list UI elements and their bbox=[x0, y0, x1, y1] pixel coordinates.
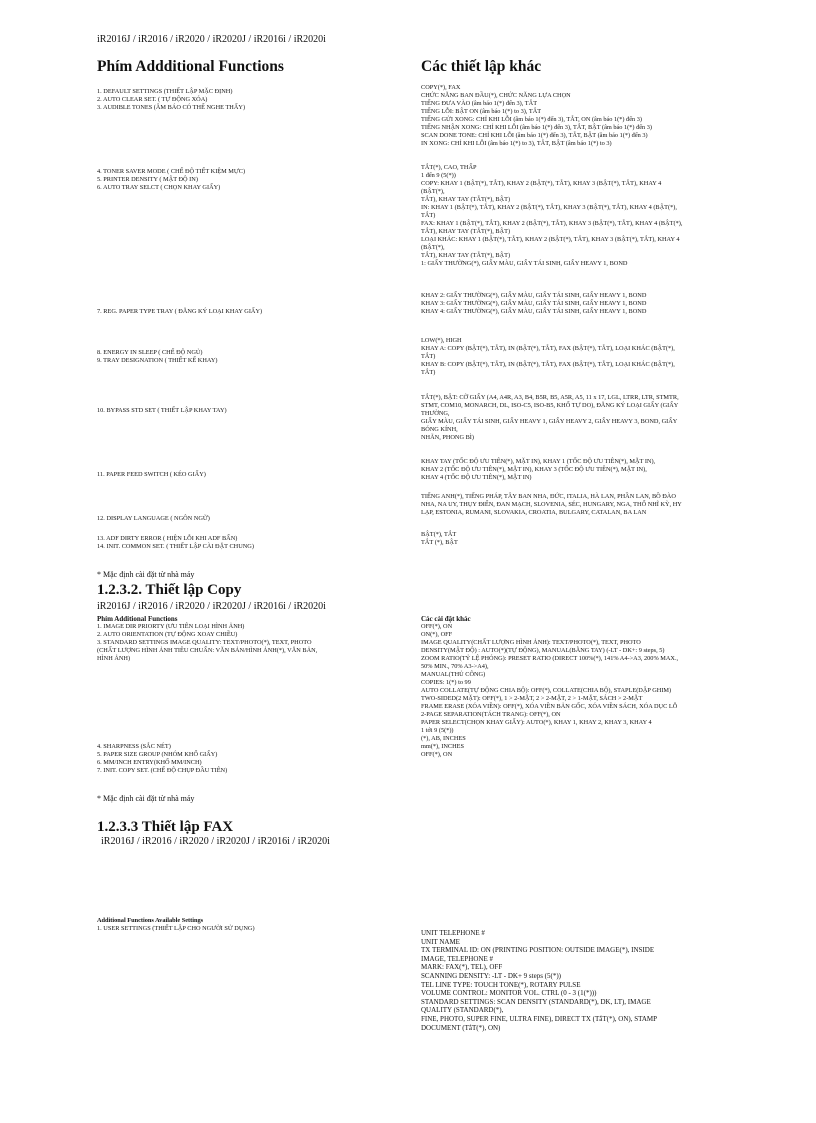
line-item: TIẾNG LỖI: BẬT ON (âm báo 1(*) to 3), TẮT bbox=[421, 108, 542, 115]
line-item: TẮT(*), BẬT: CỠ GIẤY (A4, A4R, A3, B4, B5R, B5, A5R, A5, 11 x 17, LGL, LTRR, LTR, STMTR, bbox=[421, 394, 679, 401]
line-item: NHA, NA UY, THỤY ĐIỂN, ĐAN MẠCH, SLOVENIA, SÉC, HUNGARY, NGA, THỔ NHĨ KỲ, HY bbox=[421, 501, 682, 508]
line-item: IN XONG: CHỈ KHI LỖI (âm báo 1(*) to 3), TẮT, BẬT (âm báo 1(*) to 3) bbox=[421, 140, 612, 147]
section1-group-right bbox=[421, 531, 458, 547]
line-item: HÌNH ẢNH) bbox=[97, 655, 131, 662]
line-item: TẮT), KHAY TAY (TẮT(*), BẬT) bbox=[421, 252, 511, 259]
section1-left-title: Phím Addditional Functions bbox=[97, 58, 284, 75]
section1-footnote: * Mặc định cài đặt từ nhà máy bbox=[97, 570, 195, 579]
line-item: KHAY 2: GIẤY THƯỜNG(*), GIẤY MÀU, GIẤY TÁI SINH, GIẤY HEAVY 1, BOND bbox=[421, 292, 647, 299]
line-item: 7. REG. PAPER TYPE TRAY ( ĐĂNG KÝ LOẠI KHAY GIẤY) bbox=[97, 308, 263, 315]
line-item: DENSITY(MẬT ĐỘ) : AUTO(*)(TỰ ĐỘNG), MANUAL(BẰNG TAY) (-LT - DK+: 9 steps, 5) bbox=[421, 647, 665, 654]
line-item: ZOOM RATIO(TỶ LỆ PHÓNG): PRESET RATIO (DIRECT 100%(*), 141% A4->A3, 200% MAX., bbox=[421, 655, 679, 662]
line-item: KHAY 3: GIẤY THƯỜNG(*), GIẤY MÀU, GIẤY TÁI SINH, GIẤY HEAVY 1, BOND bbox=[421, 300, 647, 307]
line-item: 1. IMAGE DIR PRIORTY (ƯU TIÊN LOẠI HÌNH ẢNH) bbox=[97, 623, 245, 630]
line-item: TIẾNG GỬI XONG: CHỈ KHI LỖI (âm báo 1(*) đến 3), TẮT, ON (âm báo 1(*) đến 3) bbox=[421, 116, 642, 123]
section3-right-list bbox=[421, 929, 657, 1032]
line-item: IMAGE QUALITY(CHẤT LƯỢNG HÌNH ẢNH): TEXT/PHOTO(*), TEXT, PHOTO bbox=[421, 639, 641, 646]
line-item: OFF(*), ON bbox=[421, 751, 453, 758]
line-item: QUALITY (STANDARD(*), bbox=[421, 1006, 504, 1015]
line-item: LOẠI KHÁC: KHAY 1 (BẬT(*), TẮT), KHAY 2 (BẬT(*), TẮT), KHAY 3 (BẬT(*), TẮT), KHAY 4 bbox=[421, 236, 680, 243]
line-item: KHAY B: COPY (BẬT(*), TẮT), IN (BẬT(*), TẮT), FAX (BẬT(*), TẮT), LOẠI KHÁC (BẬT(*), bbox=[421, 361, 675, 368]
section1-group-left bbox=[97, 471, 206, 479]
line-item: TEL LINE TYPE: TOUCH TONE(*), ROTARY PULSE bbox=[421, 980, 581, 989]
line-item: (*), AB, INCHES bbox=[421, 735, 466, 742]
line-item: 1 tới 9 (5(*)) bbox=[421, 727, 454, 734]
line-item: PAPER SELECT(CHỌN KHAY GIẤY): AUTO(*), KHAY 1, KHAY 2, KHAY 3, KHAY 4 bbox=[421, 719, 652, 726]
section1-group-right bbox=[421, 292, 646, 316]
line-item: TIẾNG NHẬN XONG: CHỈ KHI LỖI (âm báo 1(*) đến 3), TẮT, BẬT (âm báo 1(*) đến 3) bbox=[421, 124, 653, 131]
line-item: 1 đến 9 (5(*)) bbox=[421, 172, 456, 179]
line-item: COPY: KHAY 1 (BẬT(*), TẮT), KHAY 2 (BẬT(*), TẮT), KHAY 3 (BẬT(*), TẮT), KHAY 4 bbox=[421, 180, 662, 187]
line-item: UNIT TELEPHONE # bbox=[421, 929, 485, 937]
line-item: 1. DEFAULT SETTINGS (THIẾT LẬP MẶC ĐỊNH) bbox=[97, 88, 233, 95]
section1-group-right bbox=[421, 458, 655, 482]
line-item: 10. BYPASS STD SET ( THIẾT LẬP KHAY TAY) bbox=[97, 407, 227, 414]
line-item: FAX: KHAY 1 (BẬT(*), TẮT), KHAY 2 (BẬT(*), TẮT), KHAY 3 (BẬT(*), TẮT), KHAY 4 (BẬT(*), bbox=[421, 220, 683, 227]
line-item: KHAY 4 (TỐC ĐỘ ƯU TIÊN(*), MẶT IN) bbox=[421, 474, 532, 481]
line-item: (BẬT(*), bbox=[421, 244, 445, 251]
line-item: THƯỜNG, bbox=[421, 410, 450, 417]
line-item: 3. STANDARD SETTINGS IMAGE QUALITY: TEXT/PHOTO(*), TEXT, PHOTO bbox=[97, 639, 312, 646]
line-item: 12. DISPLAY LANGUAGE ( NGÔN NGỮ) bbox=[97, 515, 210, 522]
line-item: STANDARD SETTINGS: SCAN DENSITY (STANDARD(*), DK, LT), IMAGE bbox=[421, 997, 651, 1006]
line-item: TẮT), KHAY TAY (TẮT(*), BẬT) bbox=[421, 228, 511, 235]
line-item: 4. SHARPNESS (SẮC NÉT) bbox=[97, 743, 171, 750]
line-item: FRAME ERASE (XÓA VIỀN): OFF(*), XÓA VIỀN BẢN GỐC, XÓA VIỀN SÁCH, XÓA DỤC LỖ bbox=[421, 703, 678, 710]
line-item: COPIES: 1(*) to 99 bbox=[421, 679, 471, 686]
line-item: COPY(*), FAX bbox=[421, 84, 461, 91]
line-item: 13. ADF DIRTY ERROR ( HIỆN LỖI KHI ADF BẨN) bbox=[97, 535, 238, 542]
line-item: AUTO COLLATE(TỰ ĐỘNG CHIA BỘ): OFF(*), COLLATE(CHIA BỘ), STAPLE(DẬP GHIM) bbox=[421, 687, 672, 694]
line-item: 2. AUTO ORIENTATION (TỰ ĐỘNG XOAY CHIỀU) bbox=[97, 631, 238, 638]
line-item: KHAY TAY (TỐC ĐỘ ƯU TIÊN(*), MẶT IN), KHAY 1 (TỐC ĐỘ ƯU TIÊN(*), MẶT IN), bbox=[421, 458, 656, 465]
line-item: (CHẤT LƯỢNG HÌNH ẢNH TIÊU CHUẨN: VĂN BẢN/HÌNH ẢNH(*), VĂN BẢN, bbox=[97, 647, 318, 654]
line-item: KHAY A: COPY (BẬT(*), TẮT), IN (BẬT(*), TẮT), FAX (BẬT(*), TẮT), LOẠI KHÁC (BẬT(*), bbox=[421, 345, 675, 352]
line-item: KHAY 4: GIẤY THƯỜNG(*), GIẤY MÀU, GIẤY TÁI SINH, GIẤY HEAVY 1, BOND bbox=[421, 308, 647, 315]
section2-right-list bbox=[421, 623, 678, 759]
section1-group-right bbox=[421, 164, 682, 268]
line-item: MARK: FAX(*), TEL), OFF bbox=[421, 963, 503, 972]
section2-subtitle: iR2016J / iR2016 / iR2020 / iR2020J / iR2016i / iR2020i bbox=[97, 601, 326, 612]
line-item: 11. PAPER FEED SWITCH ( KÉO GIẤY) bbox=[97, 471, 206, 478]
line-item: STMT, COM10, MONARCH, DL, ISO-C5, ISO-B5, KHỔ TỰ DO), ĐĂNG KÝ LOẠI GIẤY (GIẤY bbox=[421, 402, 679, 409]
line-item: SCANNING DENSITY: -LT - DK+ 9 steps (5(*)) bbox=[421, 971, 561, 980]
line-item: TẮT), KHAY TAY (TẮT(*), BẬT) bbox=[421, 196, 511, 203]
section2-footnote: * Mặc định cài đặt từ nhà máy bbox=[97, 794, 195, 803]
line-item: ON(*), OFF bbox=[421, 631, 453, 638]
section3-heading: Additional Functions Available Settings bbox=[97, 917, 204, 924]
line-item: TẮT) bbox=[421, 369, 436, 376]
section1-group-left bbox=[97, 535, 254, 551]
line-item: TẮT) bbox=[421, 353, 436, 360]
line-item: 6. MM/INCH ENTRY(KHỔ MM/INCH) bbox=[97, 759, 202, 766]
line-item: 1: GIẤY THƯỜNG(*), GIẤY MÀU, GIẤY TÁI SINH, GIẤY HEAVY 1, BOND bbox=[421, 260, 628, 267]
line-item: 4. TONER SAVER MODE ( CHẾ ĐỘ TIẾT KIỆM MỰC) bbox=[97, 168, 246, 175]
section3-left-list bbox=[97, 925, 255, 933]
line-item: TẮT (*), BẬT bbox=[421, 539, 458, 546]
line-item: TX TERMINAL ID: ON (PRINTING POSITION: OUTSIDE IMAGE(*), INSIDE bbox=[421, 946, 655, 955]
line-item: 14. INIT. COMMON SET. ( THIẾT LẬP CÀI ĐẶT CHUNG) bbox=[97, 543, 254, 550]
section3-title: 1.2.3.3 Thiết lập FAX bbox=[97, 819, 234, 835]
line-item: CHỨC NĂNG BAN ĐẦU(*), CHỨC NĂNG LỰA CHỌN bbox=[421, 92, 571, 99]
line-item: MANUAL(THỦ CÔNG) bbox=[421, 671, 486, 678]
line-item: DOCUMENT (TắT(*), ON) bbox=[421, 1023, 501, 1032]
section1-group-right bbox=[421, 493, 682, 517]
line-item: 3. AUDIBLE TONES (ÂM BÁO CÓ THỂ NGHE THẤY) bbox=[97, 104, 246, 111]
line-item: TIẾNG ANH(*), TIẾNG PHÁP, TÂY BAN NHA, ĐỨC, ITALIA, HÀ LAN, PHẦN LAN, BỒ ĐÀO bbox=[421, 493, 676, 500]
section1-group-left bbox=[97, 88, 245, 112]
section2-left-bottom-list bbox=[97, 743, 227, 775]
section1-group-left bbox=[97, 349, 218, 365]
line-item: mm(*), INCHES bbox=[421, 743, 465, 750]
section1-group-right bbox=[421, 84, 652, 148]
line-item: BẬT(*), TẮT bbox=[421, 531, 457, 538]
line-item: VOLUME CONTROL: MONITOR VOL. CTRL (0 - 3 (1(*))) bbox=[421, 989, 597, 998]
section2-title: 1.2.3.2. Thiết lập Copy bbox=[97, 582, 242, 598]
line-item: 8. ENERGY IN SLEEP ( CHẾ ĐỘ NGỦ) bbox=[97, 349, 203, 356]
line-item: LOW(*), HIGH bbox=[421, 337, 462, 344]
line-item: BÓNG KÍNH, bbox=[421, 426, 458, 433]
line-item: 1. USER SETTINGS (THIẾT LẬP CHO NGƯỜI SỬ DỤNG) bbox=[97, 925, 255, 932]
line-item: 5. PRINTER DENSITY ( MẬT ĐỘ IN) bbox=[97, 176, 198, 183]
line-item: TẮT(*), CAO, THẤP bbox=[421, 164, 477, 171]
line-item: (BẬT(*), bbox=[421, 188, 445, 195]
line-item: 2-PAGE SEPARATION(TÁCH TRANG): OFF(*), ON bbox=[421, 711, 561, 718]
line-item: 9. TRAY DESIGNATION ( THIẾT KẾ KHAY) bbox=[97, 357, 218, 364]
line-item: 5. PAPER SIZE GROUP (NHÓM KHỔ GIẤY) bbox=[97, 751, 218, 758]
line-item: TWO-SIDED(2 MẶT): OFF(*), 1 > 2-MẶT, 2 > 2-MẶT, 2 > 1-MẶT, SÁCH > 2-MẶT bbox=[421, 695, 643, 702]
line-item: SCAN DONE TONE: CHỈ KHI LỖI (âm báo 1(*) đến 3), TẮT, BẬT (âm báo 1(*) đến 3) bbox=[421, 132, 648, 139]
section2-left-top-list bbox=[97, 623, 317, 663]
line-item: 7. INIT. COPY SET. (CHẾ ĐỘ CHỤP ĐẦU TIÊN) bbox=[97, 767, 228, 774]
line-item: IMAGE, TELEPHONE # bbox=[421, 954, 494, 963]
line-item: TIẾNG ĐƯA VÀO (âm báo 1(*) đến 3), TẮT bbox=[421, 100, 538, 107]
line-item: 50% MIN., 70% A3->A4), bbox=[421, 663, 489, 670]
section1-group-left bbox=[97, 407, 227, 415]
section2-left-heading: Phím Additional Functions bbox=[97, 615, 178, 623]
section1-group-right bbox=[421, 337, 675, 377]
section1-group-left bbox=[97, 515, 210, 523]
section1-group-left bbox=[97, 168, 245, 192]
line-item: FINE, PHOTO, SUPER FINE, ULTRA FINE), DIRECT TX (TắT(*), ON), STAMP bbox=[421, 1014, 658, 1023]
section1-group-right bbox=[421, 394, 679, 442]
line-item: NHÃN, PHONG BÌ) bbox=[421, 434, 474, 441]
page-header: iR2016J / iR2016 / iR2020 / iR2020J / iR2016i / iR2020i bbox=[97, 34, 326, 45]
section1-group-left bbox=[97, 308, 262, 316]
line-item: UNIT NAME bbox=[421, 937, 460, 946]
section3-subtitle: iR2016J / iR2016 / iR2020 / iR2020J / iR2016i / iR2020i bbox=[101, 836, 330, 847]
line-item: KHAY 2 (TỐC ĐỘ ƯU TIÊN(*), MẶT IN), KHAY 3 (TỐC ĐỘ ƯU TIÊN(*), MẶT IN), bbox=[421, 466, 647, 473]
line-item: LẠP, ESTONIA, RUMANI, SLOVAKIA, CROATIA, BULGARY, CATALAN, BA LAN bbox=[421, 509, 647, 516]
line-item: IN: KHAY 1 (BẬT(*), TẮT), KHAY 2 (BẬT(*), TẮT), KHAY 3 (BẬT(*), TẮT), KHAY 4 (BẬT(*), bbox=[421, 204, 677, 211]
line-item: 2. AUTO CLEAR SET. ( TỰ ĐỘNG XÓA) bbox=[97, 96, 208, 103]
line-item: OFF(*), ON bbox=[421, 623, 453, 630]
line-item: TẮT) bbox=[421, 212, 436, 219]
section1-right-title: Các thiết lập khác bbox=[421, 58, 542, 75]
section2-right-heading: Các cài đặt khác bbox=[421, 615, 471, 623]
line-item: 6. AUTO TRAY SELCT ( CHỌN KHAY GIẤY) bbox=[97, 184, 221, 191]
line-item: GIẤY MÀU, GIẤY TÁI SINH, GIẤY HEAVY 1, GIẤY HEAVY 2, GIẤY HEAVY 3, BOND, GIẤY bbox=[421, 418, 678, 425]
